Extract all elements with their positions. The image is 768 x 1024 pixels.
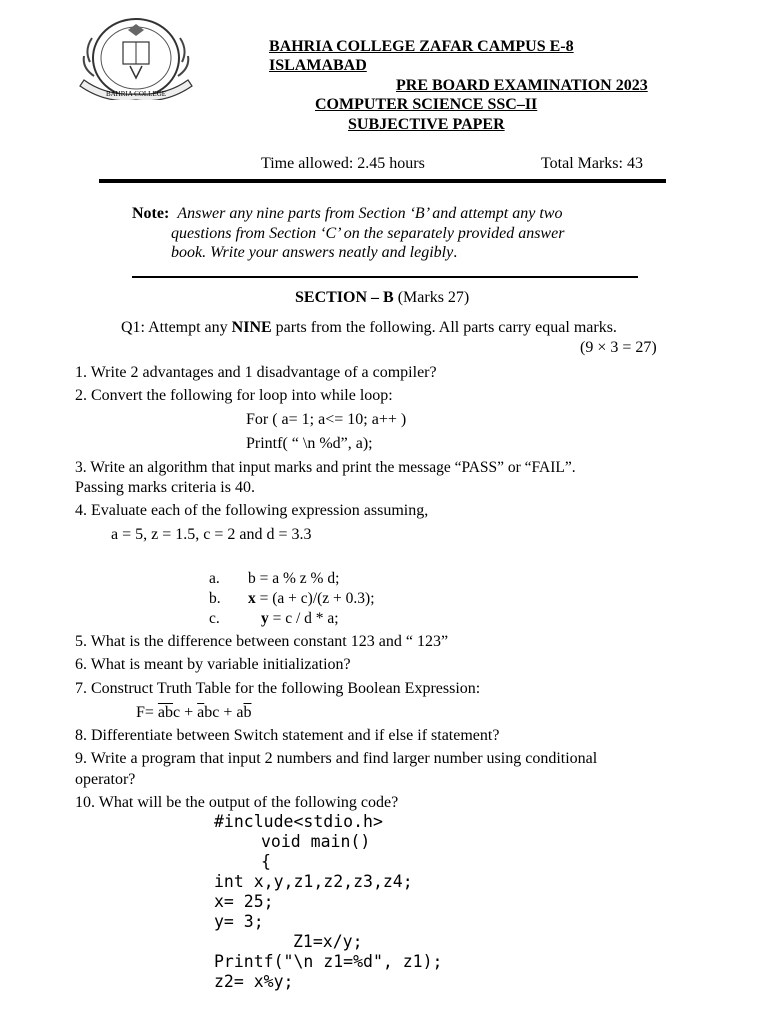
code-line: int x,y,z1,z2,z3,z4; <box>214 872 413 891</box>
section-b-title: SECTION – B <box>295 289 394 306</box>
question-5: 5. What is the difference between constant 123 and “ 123” <box>75 633 449 650</box>
question-9-line2: operator? <box>75 771 136 788</box>
q2-code-line1: For ( a= 1; a<= 10; a++ ) <box>246 411 407 428</box>
q4-given-values: a = 5, z = 1.5, c = 2 and d = 3.3 <box>111 526 312 543</box>
question-10: 10. What will be the output of the following code? <box>75 794 399 811</box>
q1-instruction <box>121 319 617 337</box>
question-3-line2: Passing marks criteria is 40. <box>75 479 255 496</box>
q4-a-label: a. <box>209 570 220 587</box>
note-line2 <box>171 225 564 243</box>
college-name-line2: ISLAMABAD <box>269 57 367 74</box>
time-allowed: Time allowed: 2.45 hours <box>261 155 425 172</box>
q1-text-c: parts from the following. All parts carry equal marks. <box>271 319 617 336</box>
q7-boolean-expression <box>136 704 252 722</box>
question-7: 7. Construct Truth Table for the following Boolean Expression: <box>75 680 481 697</box>
note-line1 <box>132 205 562 223</box>
header-divider <box>99 179 666 183</box>
question-8: 8. Differentiate between Switch statement and if else if statement? <box>75 727 500 744</box>
exam-title: PRE BOARD EXAMINATION 2023 <box>396 77 648 94</box>
code-line: void main() <box>261 832 371 851</box>
total-marks: Total Marks: 43 <box>541 155 643 172</box>
code-line: Printf("\n z1=%d", z1); <box>214 952 443 971</box>
subject-title: COMPUTER SCIENCE SSC–II <box>315 96 538 113</box>
q4-c-var: y <box>261 610 269 627</box>
q4-b-var: x <box>248 590 256 607</box>
q4-c-label: c. <box>209 610 220 627</box>
note-label: Note: <box>132 205 170 222</box>
q4-c-expr <box>261 610 339 628</box>
code-line: x= 25; <box>214 892 274 911</box>
code-line: z2= x%y; <box>214 972 294 991</box>
question-9-line1: 9. Write a program that input 2 numbers and find larger number using conditional <box>75 750 598 767</box>
q7-a-bar: $\overline{a}$ <box>197 704 205 721</box>
q7-f: F= <box>136 704 158 721</box>
paper-title: SUBJECTIVE PAPER <box>348 116 505 133</box>
question-1: 1. Write 2 advantages and 1 disadvantage of a compiler? <box>75 364 437 381</box>
note-text-3: book. Write your answers neatly and legibly <box>171 244 454 261</box>
q4-a-expr: b = a % z % d; <box>248 570 340 587</box>
q7-bc-plus-a: bc + a <box>204 704 244 721</box>
q7-ab-bar: $\overline{ab}$ <box>157 704 174 721</box>
note-text-1: Answer any nine parts from Section ‘B’ and attempt any two <box>177 205 563 222</box>
question-4: 4. Evaluate each of the following expression assuming, <box>75 502 429 519</box>
q2-code-line2: Printf( “ \n %d”, a); <box>246 435 373 452</box>
logo-text: BAHRIA COLLEGE <box>105 90 167 98</box>
code-line: #include<stdio.h> <box>214 812 383 831</box>
note-text-3-period: . <box>453 244 458 261</box>
code-line: Z1=x/y; <box>293 932 363 951</box>
section-b-heading <box>295 289 469 307</box>
college-crest-icon <box>76 16 196 100</box>
question-6: 6. What is meant by variable initialization? <box>75 656 351 673</box>
note-text-2: questions from Section ‘C’ on the separately provided answer <box>171 225 565 242</box>
q7-b-bar: $\overline{b}$ <box>243 704 252 721</box>
code-line: { <box>261 852 271 871</box>
q4-c-rest: = c / d * a; <box>268 610 339 627</box>
q1-text-nine: NINE <box>231 319 272 336</box>
q1-marks: (9 × 3 = 27) <box>580 339 657 356</box>
question-3-line1: 3. Write an algorithm that input marks and print the message “PASS” or “FAIL”. <box>75 459 576 476</box>
note-line3 <box>171 244 457 262</box>
code-line: y= 3; <box>214 912 264 931</box>
section-b-marks: (Marks 27) <box>393 289 470 306</box>
q7-c-plus: c + <box>173 704 198 721</box>
q4-b-rest: = (a + c)/(z + 0.3); <box>255 590 375 607</box>
q4-b-expr <box>248 590 375 608</box>
college-logo <box>76 16 196 100</box>
question-2: 2. Convert the following for loop into while loop: <box>75 387 393 404</box>
college-name-line1: BAHRIA COLLEGE ZAFAR CAMPUS E-8 <box>269 38 574 55</box>
note-divider <box>132 276 638 278</box>
q1-text-a: Q1: Attempt any <box>121 319 232 336</box>
q4-b-label: b. <box>209 590 221 607</box>
